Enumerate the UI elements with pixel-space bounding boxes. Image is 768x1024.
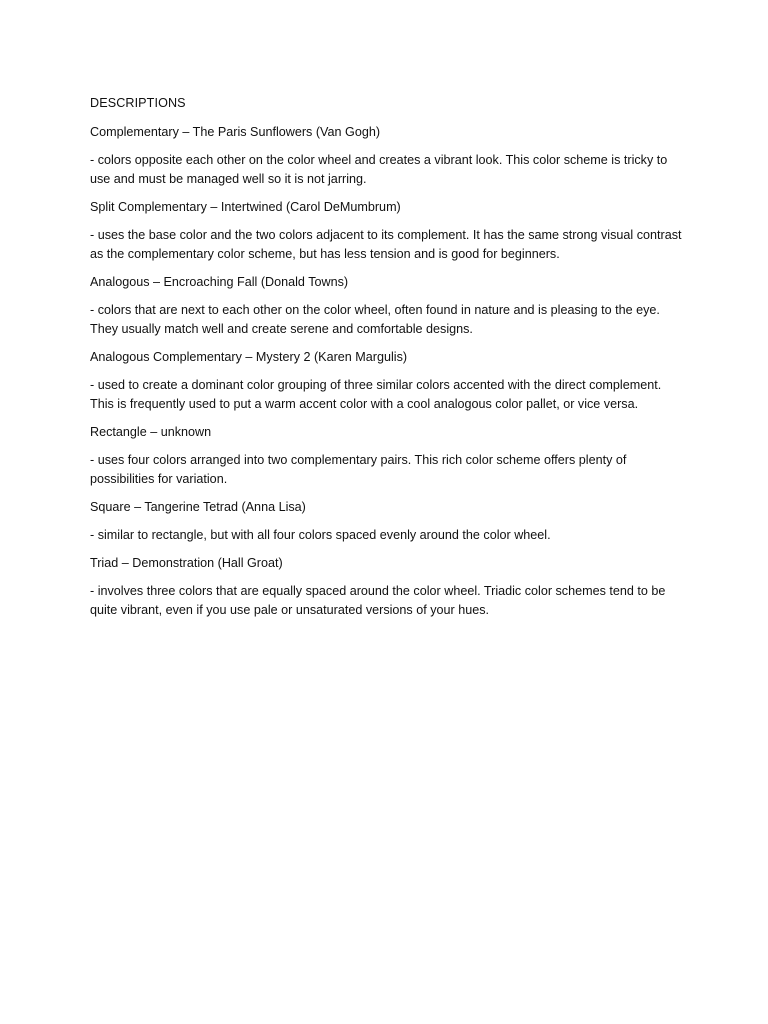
scheme-title: Split Complementary – Intertwined (Carol DeMumbrum) xyxy=(90,200,401,214)
document-page xyxy=(90,94,682,629)
scheme-title: Triad – Demonstration (Hall Groat) xyxy=(90,556,283,570)
scheme-split-complementary xyxy=(90,198,682,264)
scheme-rectangle xyxy=(90,423,682,489)
scheme-title: Analogous – Encroaching Fall (Donald Towns) xyxy=(90,275,349,289)
scheme-description: - uses four colors arranged into two complementary pairs. This rich color scheme offers plenty of possibilities for variation. xyxy=(90,453,627,486)
scheme-description: - colors that are next to each other on the color wheel, often found in nature and is pleasing to the eye. They usually match well and create serene and comfortable designs. xyxy=(90,303,660,336)
scheme-title: Complementary – The Paris Sunflowers (Van Gogh) xyxy=(90,125,381,139)
scheme-title: Square – Tangerine Tetrad (Anna Lisa) xyxy=(90,500,306,514)
document-heading: DESCRIPTIONS xyxy=(90,96,186,110)
scheme-description: - similar to rectangle, but with all four colors spaced evenly around the color wheel. xyxy=(90,528,551,542)
scheme-triad xyxy=(90,554,682,620)
scheme-description: - uses the base color and the two colors adjacent to its complement. It has the same strong visual contrast as the complementary color scheme, but has less tension and is good for beginners. xyxy=(90,228,682,261)
scheme-analogous-complementary xyxy=(90,348,682,414)
scheme-description: - used to create a dominant color grouping of three similar colors accented with the direct complement. This is frequently used to put a warm accent color with a cool analogous color pallet, or vice versa. xyxy=(90,378,662,411)
scheme-description: - involves three colors that are equally spaced around the color wheel. Triadic color schemes tend to be quite vibrant, even if you use pale or unsaturated versions of your hues. xyxy=(90,584,666,617)
scheme-analogous xyxy=(90,273,682,339)
scheme-title: Analogous Complementary – Mystery 2 (Karen Margulis) xyxy=(90,350,408,364)
scheme-complementary xyxy=(90,123,682,189)
scheme-description: - colors opposite each other on the color wheel and creates a vibrant look. This color scheme is tricky to use and must be managed well so it is not jarring. xyxy=(90,153,668,186)
scheme-title: Rectangle – unknown xyxy=(90,425,212,439)
scheme-square xyxy=(90,498,682,545)
